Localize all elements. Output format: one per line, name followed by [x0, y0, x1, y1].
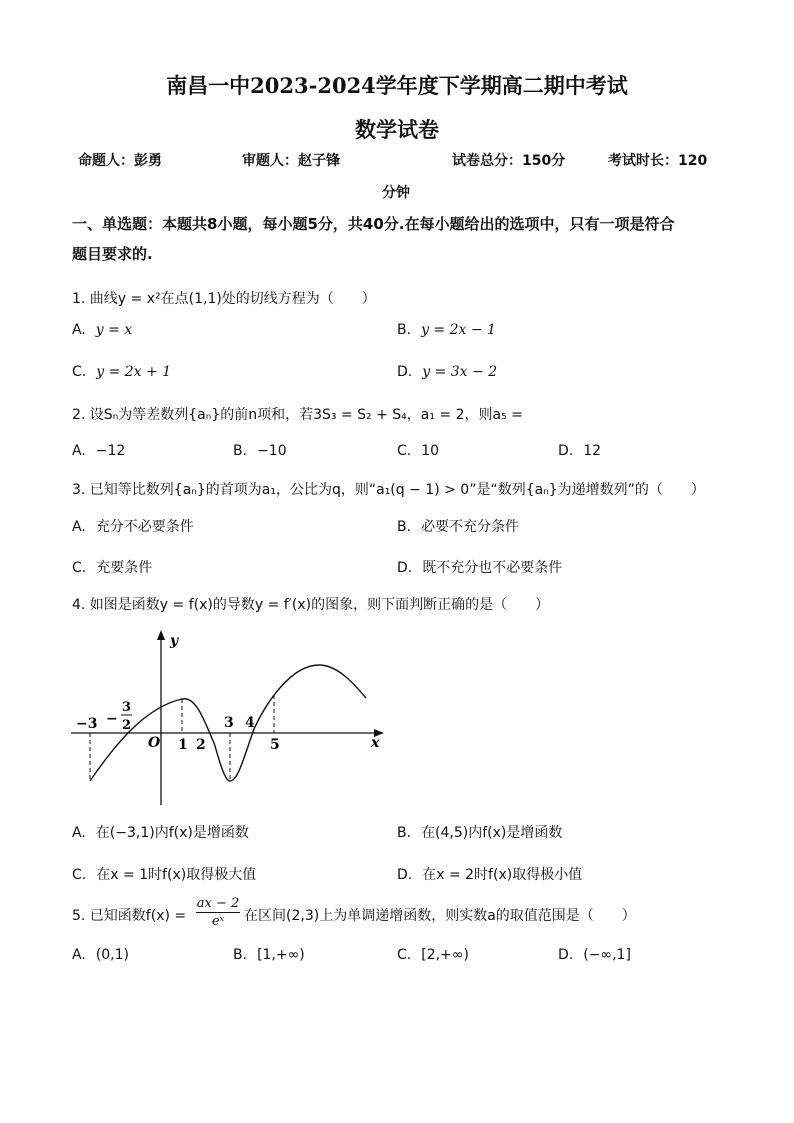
- duration: 考试时长：120: [608, 153, 708, 169]
- tick-2: 2: [196, 737, 206, 753]
- reviewer: 审题人：赵子锋: [242, 153, 340, 169]
- q3-option-a[interactable]: A. 充分不必要条件: [72, 519, 194, 535]
- section-heading: 一、单选题：本题共8小题，每小题5分，共40分.在每小题给出的选项中，只有一项是符合: [72, 215, 675, 233]
- q3-option-c[interactable]: C. 充要条件: [72, 560, 153, 576]
- tick-neg3: −3: [76, 716, 98, 732]
- q5-frac-den: eˣ: [211, 914, 225, 929]
- tick-4: 4: [245, 715, 255, 731]
- q5-stem-pre: 5. 已知函数f(x) =: [72, 908, 187, 924]
- q5-option-a[interactable]: A. (0,1): [72, 947, 129, 963]
- q1-option-b[interactable]: B. y = 2x − 1: [397, 322, 496, 338]
- q2-option-d[interactable]: D. 12: [558, 443, 602, 459]
- q4-option-a[interactable]: A. 在(−3,1)内f(x)是增函数: [72, 825, 249, 841]
- q2-option-c[interactable]: C. 10: [397, 443, 440, 459]
- x-axis-label: x: [371, 735, 380, 751]
- page-subtitle: 数学试卷: [355, 117, 439, 142]
- y-axis-arrow: [157, 630, 165, 640]
- tick-neg32-den: 2: [122, 718, 132, 733]
- section-heading-cont: 题目要求的.: [72, 245, 153, 263]
- q5-option-b[interactable]: B. [1,+∞): [233, 947, 305, 963]
- tick-1: 1: [178, 737, 188, 753]
- q2-stem: 2. 设Sₙ为等差数列{aₙ}的前n项和，若3S₃ = S₂ + S₄，a₁ = 2，则a₅ =: [72, 407, 523, 423]
- page-title: 南昌一中2023-2024学年度下学期高二期中考试: [166, 73, 628, 98]
- derivative-graph: [66, 625, 396, 810]
- duration-cont: 分钟: [382, 185, 410, 201]
- tick-neg32-num: 3: [122, 700, 132, 715]
- q2-option-a[interactable]: A. −12: [72, 443, 126, 459]
- q2-option-b[interactable]: B. −10: [233, 443, 287, 459]
- q4-option-d[interactable]: D. 在x = 2时f(x)取得极小值: [397, 867, 583, 883]
- q5-frac-num: ax − 2: [196, 896, 240, 911]
- tick-neg32-minus: −: [106, 711, 118, 727]
- origin-label: O: [148, 735, 161, 751]
- q5-stem-post: 在区间(2,3)上为单调递增函数，则实数a的取值范围是（ ）: [244, 908, 636, 924]
- tick-5: 5: [270, 737, 280, 753]
- q1-option-d[interactable]: D. y = 3x − 2: [397, 364, 498, 380]
- q3-option-d[interactable]: D. 既不充分也不必要条件: [397, 560, 563, 576]
- q1-stem: 1. 曲线y = x²在点(1,1)处的切线方程为（ ）: [72, 291, 376, 307]
- tick-3: 3: [224, 715, 234, 731]
- q3-stem: 3. 已知等比数列{aₙ}的首项为a₁，公比为q，则“a₁(q − 1) > 0”是“数列{aₙ}为递增数列”的（ ）: [72, 482, 705, 498]
- q4-option-c[interactable]: C. 在x = 1时f(x)取得极大值: [72, 867, 257, 883]
- q3-option-b[interactable]: B. 必要不充分条件: [397, 519, 520, 535]
- q5-option-c[interactable]: C. [2,+∞): [397, 947, 469, 963]
- q5-option-d[interactable]: D. (−∞,1]: [558, 947, 631, 963]
- y-axis-label: y: [170, 633, 179, 649]
- author: 命题人：彭勇: [78, 153, 162, 169]
- q5-fraction: [196, 896, 240, 929]
- total-score: 试卷总分：150分: [452, 153, 566, 169]
- q1-option-c[interactable]: C. y = 2x + 1: [72, 364, 172, 380]
- q4-stem: 4. 如图是函数y = f(x)的导数y = f′(x)的图象，则下面判断正确的是（ ）: [72, 597, 550, 613]
- q1-option-a[interactable]: A. y = x: [72, 322, 133, 338]
- q4-option-b[interactable]: B. 在(4,5)内f(x)是增函数: [397, 825, 563, 841]
